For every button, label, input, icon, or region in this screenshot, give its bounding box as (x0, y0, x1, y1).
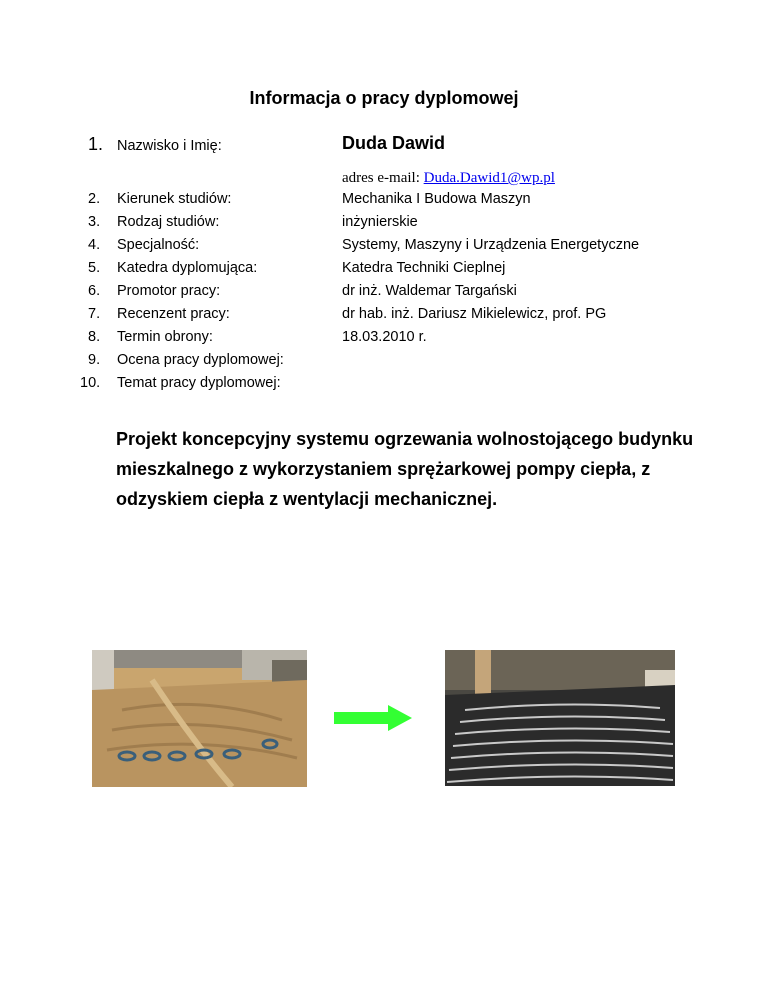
field-number: 10. (80, 375, 101, 391)
field-number: 5. (88, 260, 101, 276)
field-value: Katedra Techniki Cieplnej (342, 260, 506, 276)
field-row (88, 214, 219, 230)
field-row (88, 283, 220, 299)
email-line (342, 170, 555, 187)
email-link[interactable]: Duda.Dawid1@wp.pl (423, 170, 555, 186)
ground-collector-photo (92, 650, 307, 787)
field-value: Mechanika I Budowa Maszyn (342, 191, 531, 207)
field-row (80, 375, 281, 391)
field-number: 4. (88, 237, 101, 253)
field-label: Katedra dyplomująca: (117, 260, 258, 276)
field-number: 9. (88, 352, 101, 368)
field-value: dr inż. Waldemar Targański (342, 283, 517, 299)
field-label: Ocena pracy dyplomowej: (117, 352, 284, 368)
field-label: Kierunek studiów: (117, 191, 232, 207)
field-label: Rodzaj studiów: (117, 214, 220, 230)
student-name: Duda Dawid (342, 133, 446, 153)
field-row (88, 329, 213, 345)
field-label: Promotor pracy: (117, 283, 221, 299)
field-row (88, 237, 199, 253)
field-value: inżynierskie (342, 214, 418, 230)
field-number: 2. (88, 191, 101, 207)
document-title: Informacja o pracy dyplomowej (249, 88, 519, 108)
field-number: 1. (88, 134, 104, 154)
field-label: Termin obrony: (117, 329, 213, 345)
field-number: 8. (88, 329, 101, 345)
field-value: Systemy, Maszyny i Urządzenia Energetyczne (342, 237, 640, 253)
field-value: 18.03.2010 r. (342, 329, 427, 345)
field-row (88, 191, 231, 207)
field-row (88, 260, 257, 276)
field-label: Specjalność: (117, 237, 200, 253)
floor-heating-photo (445, 650, 675, 786)
field-value: dr hab. inż. Dariusz Mikielewicz, prof. PG (342, 306, 607, 322)
field-row (88, 306, 230, 322)
field-number: 3. (88, 214, 101, 230)
email-prefix: adres e-mail: (342, 170, 420, 186)
arrow-right-icon (334, 705, 412, 731)
field-label: Temat pracy dyplomowej: (117, 375, 281, 391)
field-row-name (88, 134, 222, 155)
field-number: 6. (88, 283, 101, 299)
field-row (88, 352, 284, 368)
field-label: Recenzent pracy: (117, 306, 230, 322)
field-label: Nazwisko i Imię: (117, 138, 222, 154)
thesis-topic: Projekt koncepcyjny systemu ogrzewania wolnostojącego budynku mieszkalnego z wykorzystaniem sprężarkowej pompy ciepła, z odzyskiem ciepła z wentylacji mechanicznej. (116, 429, 694, 509)
field-number: 7. (88, 306, 101, 322)
